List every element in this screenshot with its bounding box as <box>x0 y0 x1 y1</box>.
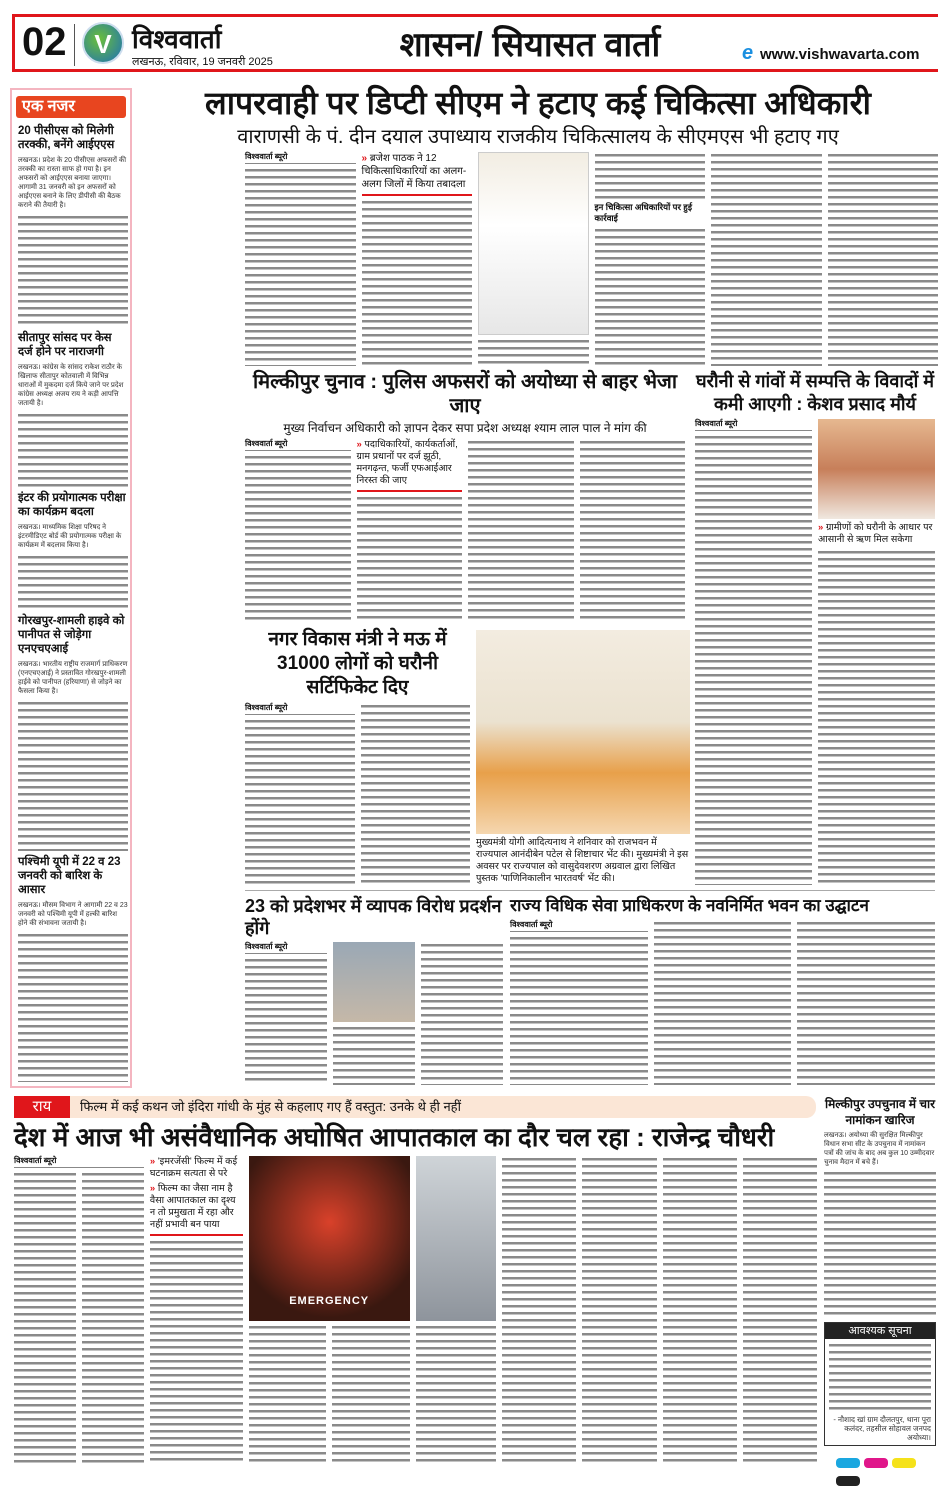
ek-nazar-label: एक नजर <box>16 96 126 118</box>
byline: विश्ववार्ता ब्यूरो <box>245 942 327 954</box>
milkipur-story <box>245 370 685 622</box>
gharauni-story <box>695 370 935 885</box>
opinion-kicker: फिल्म में कई कथन जो इंदिरा गांधी के मुंह से कहलाए गए हैं वस्तुत: उनके थे ही नहीं <box>80 1099 461 1114</box>
emergency-poster-image <box>249 1156 410 1321</box>
article-body-text <box>361 703 471 885</box>
protest-photo <box>333 942 415 1022</box>
article-body-text <box>245 167 356 366</box>
brief-body-text <box>18 214 128 327</box>
article-body-text <box>362 199 473 366</box>
pull-quote: » फिल्म का जैसा नाम है वैसा आपातकाल का दृश्य न तो प्रमुखता में रहा और नहीं प्रभावी बन पाया <box>149 1183 236 1230</box>
notice-body-text <box>829 1342 931 1412</box>
opinion-label: राय <box>14 1096 70 1118</box>
article-body-text <box>502 1156 576 1463</box>
brief-headline: पश्चिमी यूपी में 22 व 23 जनवरी को बारिश के आसार <box>18 855 121 896</box>
main-headline: लापरवाही पर डिप्टी सीएम ने हटाए कई चिकित्सा अधिकारी <box>205 85 871 121</box>
article-body-text <box>357 495 463 622</box>
protest-headline: 23 को प्रदेशभर में व्यापक विरोध प्रदर्शन होंगे <box>245 896 502 938</box>
milkipur-headline: मिल्कीपुर चुनाव : पुलिस अफसरों को अयोध्या से बाहर भेजा जाए <box>252 371 678 417</box>
byline: विश्ववार्ता ब्यूरो <box>245 703 355 715</box>
byline: विश्ववार्ता ब्यूरो <box>14 1156 144 1168</box>
brief-body-text <box>18 554 128 610</box>
divider <box>362 194 473 196</box>
article-body-text <box>478 338 589 366</box>
article-body-text <box>663 1156 737 1463</box>
briefs-list <box>18 124 128 1082</box>
article-body-text <box>416 1324 496 1463</box>
brief-headline: सीतापुर सांसद पर केस दर्ज होने पर नाराजगी <box>18 331 112 358</box>
legal-headline: राज्य विधिक सेवा प्राधिकरण के नवनिर्मित भवन का उद्घाटन <box>510 896 869 915</box>
article-body-text <box>245 718 355 885</box>
opinion-story <box>14 1121 817 1463</box>
brief-lead: लखनऊ। भारतीय राष्ट्रीय राजमार्ग प्राधिकरण (एनएचएआई) ने प्रस्तावित गोरखपुर-शामली हाईवे को पानीपत (हरियाणा) से जोड़ने का फैसला किया है। <box>18 661 128 696</box>
article-body-text <box>82 1171 144 1463</box>
article-body-text <box>582 1156 656 1463</box>
notice-title: आवश्यक सूचना <box>825 1323 935 1339</box>
brief-lead: लखनऊ। कांग्रेस के सांसद राकेश राठौर के खिलाफ सीतापुर कोतवाली में विभिन्न धाराओं में मुकदमा दर्ज किये जाने पर प्रदेश कांग्रेस अध्यक्ष अजय राय ने कड़ी आपत्ति जतायी है। <box>18 363 124 407</box>
page-number: 02 <box>22 20 67 64</box>
brief-lead: लखनऊ। प्रदेश के 20 पीसीएस अफसरों की तरक्की का रास्ता साफ हो गया है। इन अफसरों को आईएएस बनाया जाएगा। आगामी 31 जनवरी को इन अफसरों को आईएएस बनाने के लिए डीपीसी की बैठक कराने की तैयारी है। <box>18 157 127 209</box>
byline: विश्ववार्ता ब्यूरो <box>510 920 648 932</box>
brief-headline: गोरखपुर-शामली हाइवे को पानीपत से जोड़ेगा एनएचएआई <box>18 615 125 656</box>
main-subhead: वाराणसी के पं. दीन दयाल उपाध्याय राजकीय चिकित्सालय के सीएमएस भी हटाए गए <box>237 126 839 148</box>
divider <box>357 490 463 492</box>
opinion-headline: देश में आज भी असंवैधानिक अघोषित आपातकाल का दौर चल रहा : राजेन्द्र चौधरी <box>14 1122 775 1152</box>
brief-body-text <box>18 700 128 850</box>
brand-name: विश्ववार्ता <box>132 24 222 54</box>
deputy-cm-photo <box>478 152 589 335</box>
article-body-text <box>245 957 327 1085</box>
nagar-vikas-headline: नगर विकास मंत्री ने मऊ में 31000 लोगों को घरौनी सर्टिफिकेट दिए <box>268 629 447 698</box>
brief-headline: इंटर की प्रयोगात्मक परीक्षा का कार्यक्रम बदला <box>18 491 126 518</box>
website-link[interactable]: www.vishwavarta.com <box>760 46 920 63</box>
protest-story <box>245 895 503 1085</box>
nagar-vikas-story <box>245 628 470 885</box>
article-body-text <box>695 434 812 885</box>
pull-quote: » पदाधिकारियों, कार्यकर्ताओं, ग्राम प्रधानों पर दर्ज झूठी, मनगढ़न्त, फर्जी एफआईआर निरस्त की जाए <box>356 439 458 486</box>
divider <box>245 890 935 891</box>
main-story <box>138 84 938 366</box>
article-body-text <box>580 439 686 622</box>
article-body-text <box>711 152 822 366</box>
pull-quote: » ग्रामीणों को घरौनी के आधार पर आसानी से ऋण मिल सकेगा <box>818 522 933 545</box>
article-body-text <box>333 1025 415 1085</box>
article-body-text <box>828 152 939 366</box>
cm-governor-photo <box>476 630 690 834</box>
article-body-text <box>510 935 648 1085</box>
notice-box <box>824 1322 936 1446</box>
pull-quote: » ब्रजेश पाठक ने 12 चिकित्साधिकारियों का अलग-अलग जिलों में किया तबादला <box>361 153 467 190</box>
gharauni-headline: घरौनी से गांवों में सम्पत्ति के विवादों में कमी आएगी : केशव प्रसाद मौर्य <box>695 371 935 414</box>
byline: विश्ववार्ता ब्यूरो <box>245 152 356 164</box>
city-date: लखनऊ, रविवार, 19 जनवरी 2025 <box>132 56 273 68</box>
section-title: शासन/ सियासत वार्ता <box>399 26 661 64</box>
photo-block <box>476 630 690 885</box>
sidebar-headline: मिल्कीपुर उपचुनाव में चार नामांकन खारिज <box>824 1097 935 1127</box>
article-body-text <box>421 942 503 1085</box>
article-body-text <box>332 1324 409 1463</box>
brief-body-text <box>18 412 128 487</box>
browser-icon: e <box>742 42 754 64</box>
article-body-text <box>824 1170 936 1319</box>
brief-lead: लखनऊ। मौसम विभाग ने आगामी 22 व 23 जनवरी को पश्चिमी यूपी में हल्की बारिश होने की संभावना जतायी है। <box>18 901 128 927</box>
inline-subhead: इन चिकित्सा अधिकारियों पर हुई कार्रवाई <box>594 201 692 223</box>
divider <box>150 1234 243 1236</box>
article-body-text <box>818 549 935 885</box>
sidebar-story <box>824 1096 936 1446</box>
article-body-text <box>595 152 706 199</box>
divider <box>74 24 75 66</box>
sidebar-lead: लखनऊ। अयोध्या की सुरक्षित मिल्कीपुर विधान सभा सीट के उपचुनाव में नामांकन पत्रों की जांच के बाद अब कुल 10 उम्मीदवार चुनाव मैदान में बचे हैं। <box>824 1132 935 1166</box>
article-body-text <box>654 920 792 1085</box>
event-photo <box>416 1156 496 1321</box>
byline: विश्ववार्ता ब्यूरो <box>245 439 351 451</box>
brief-lead: लखनऊ। माध्यमिक शिक्षा परिषद ने इंटरमीडिएट बोर्ड की प्रयोगात्मक परीक्षा के कार्यक्रम में बदलाव किया है। <box>18 523 122 549</box>
brief-body-text <box>18 932 128 1082</box>
logo-icon: V <box>82 22 124 64</box>
milkipur-subhead: मुख्य निर्वाचन अधिकारी को ज्ञापन देकर सपा प्रदेश अध्यक्ष श्याम लाल पाल ने मांग की <box>283 421 647 435</box>
article-body-text <box>249 1324 326 1463</box>
registration-color-bar <box>836 1455 945 1491</box>
article-body-text <box>14 1171 76 1463</box>
article-body-text <box>468 439 574 622</box>
article-body-text <box>743 1156 817 1463</box>
photo-caption: मुख्यमंत्री योगी आदित्यनाथ ने शनिवार को राजभवन में राज्यपाल आनंदीबेन पटेल से शिष्टाचार भेंट की। मुख्यमंत्री ने इस अवसर पर राज्यपाल को वासुदेवशरण अग्रवाल द्वारा लिखित पुस्तक 'पाणिनिकालीन भारतवर्ष' भेंट की। <box>476 837 689 884</box>
byline: विश्ववार्ता ब्यूरो <box>695 419 812 431</box>
keshav-maurya-photo <box>818 419 935 519</box>
article-body-text <box>797 920 935 1085</box>
article-body-text <box>595 227 706 367</box>
legal-story <box>510 895 935 1085</box>
article-body-text <box>245 454 351 622</box>
pull-quote: » 'इमरजेंसी' फिल्म में कई घटनाक्रम सत्यता से परे <box>149 1156 238 1179</box>
poster-title: EMERGENCY <box>289 1295 370 1307</box>
brief-headline: 20 पीसीएस को मिलेगी तरक्की, बनेंगे आईएएस <box>18 125 115 151</box>
notice-signature: - नौशाद खां ग्राम दौलतपुर, थाना पूरा कलंदर, तहसील सोहावल जनपद अयोध्या। <box>833 1415 931 1442</box>
article-body-text <box>150 1239 243 1463</box>
